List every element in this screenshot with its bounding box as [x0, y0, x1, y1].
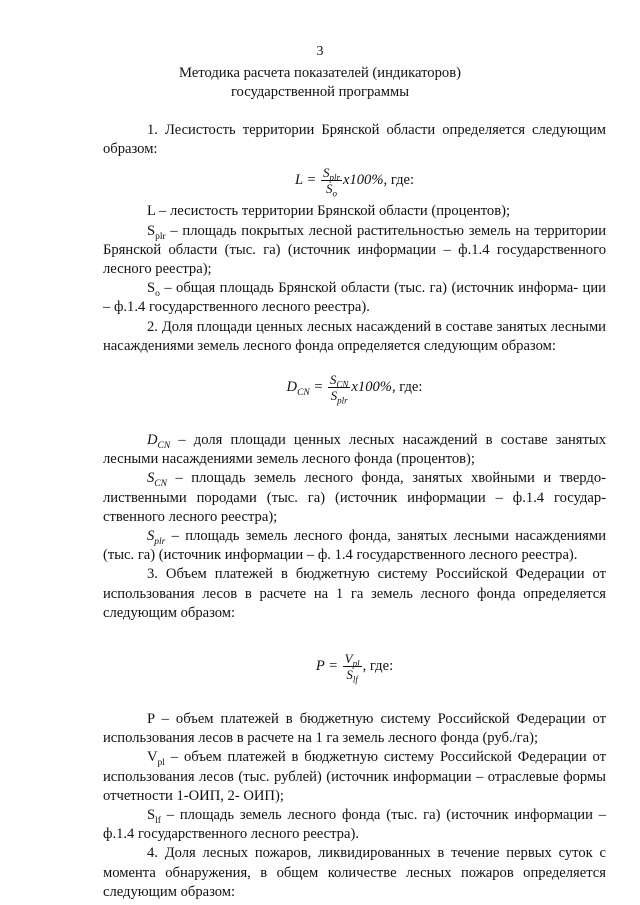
definition-Splr-2: $S_{plr}$ – площадь земель лесного фонда, занятых лесными насаждениями (тыс. га) (источник информации – ф. 1.4 государственного лесного реестра).	[103, 528, 606, 564]
definition-P: P – объем платежей в бюджетную систему Российской Федерации от использования лесов в расчете на 1 га земель лесного фонда (руб./га);	[103, 711, 606, 747]
formula-payments: P = $\frac{V_{pl}}{S_{lf}}$ , где:	[315, 651, 394, 685]
definition-SCN: $S_{CN}$ – площадь земель лесного фонда, занятых хвойными и твердо- лиственными породами (тыс. га) (источник информации – ф.1.4 государ- ственного лесного реестра);	[103, 470, 606, 525]
title-line-1: Методика расчета показателей (индикаторов)	[179, 65, 461, 81]
section-1-intro: 1. Лесистость территории Брянской области определяется следующим образом:	[103, 122, 606, 158]
formula-valuable-share: $D_{CN}$ = $\frac{S_{CN}}{S_{plr}}$ x100%, где:	[286, 372, 423, 406]
fraction: $\frac{S_{CN}}{S_{plr}}$	[329, 372, 349, 406]
page-title	[0, 64, 640, 102]
section-4-intro: 4. Доля лесных пожаров, ликвидированных в течение первых суток с момента обнаружения, в общем количестве лесных пожаров определяется следующим образом:	[103, 845, 606, 900]
page-number: 3	[316, 44, 324, 59]
section-2-intro: 2. Доля площади ценных лесных насаждений в составе занятых лесными насаждениями земель лесного фонда определяется следующим образом:	[103, 318, 606, 354]
formula-forest-cover: L = $\frac{S_{plr}}{S_o}$ x100%, где:	[294, 165, 415, 199]
definition-Vpl: $V_{pl}$ – объем платежей в бюджетную систему Российской Федерации от использования лесов (тыс. рублей) (источник информации – отраслевые формы отчетности 1-ОИП, 2- ОИП);	[103, 749, 606, 804]
definition-L: L – лесистость территории Брянской области (процентов);	[147, 203, 511, 220]
definition-Splr: $S_{plr}$ – площадь покрытых лесной растительностью земель на территории Брянской области (тыс. га) (источник информации – ф.1.4 государственного лесного реестра);	[103, 222, 606, 278]
definition-So: $S_o$ – общая площадь Брянской области (тыс. га) (источник информа- ции – ф.1.4 государственного лесного реестра).	[103, 280, 606, 316]
section-3-intro: 3. Объем платежей в бюджетную систему Российской Федерации от использования лесов в расчете на 1 га земель лесного фонда определяется следующим образом:	[103, 566, 606, 621]
definition-DCN: $D_{CN}$ – доля площади ценных лесных насаждений в составе занятых лесными насаждениями земель лесного фонда (процентов);	[103, 432, 606, 468]
definition-Slf: $S_{lf}$ – площадь земель лесного фонда (тыс. га) (источник информации – ф.1.4 государственного лесного реестра).	[103, 807, 606, 843]
document-body	[103, 121, 606, 902]
title-line-2: государственной программы	[230, 84, 410, 100]
fraction: $\frac{V_{pl}}{S_{lf}}$	[344, 651, 360, 685]
fraction: $\frac{S_{plr}}{S_o}$	[322, 165, 340, 199]
